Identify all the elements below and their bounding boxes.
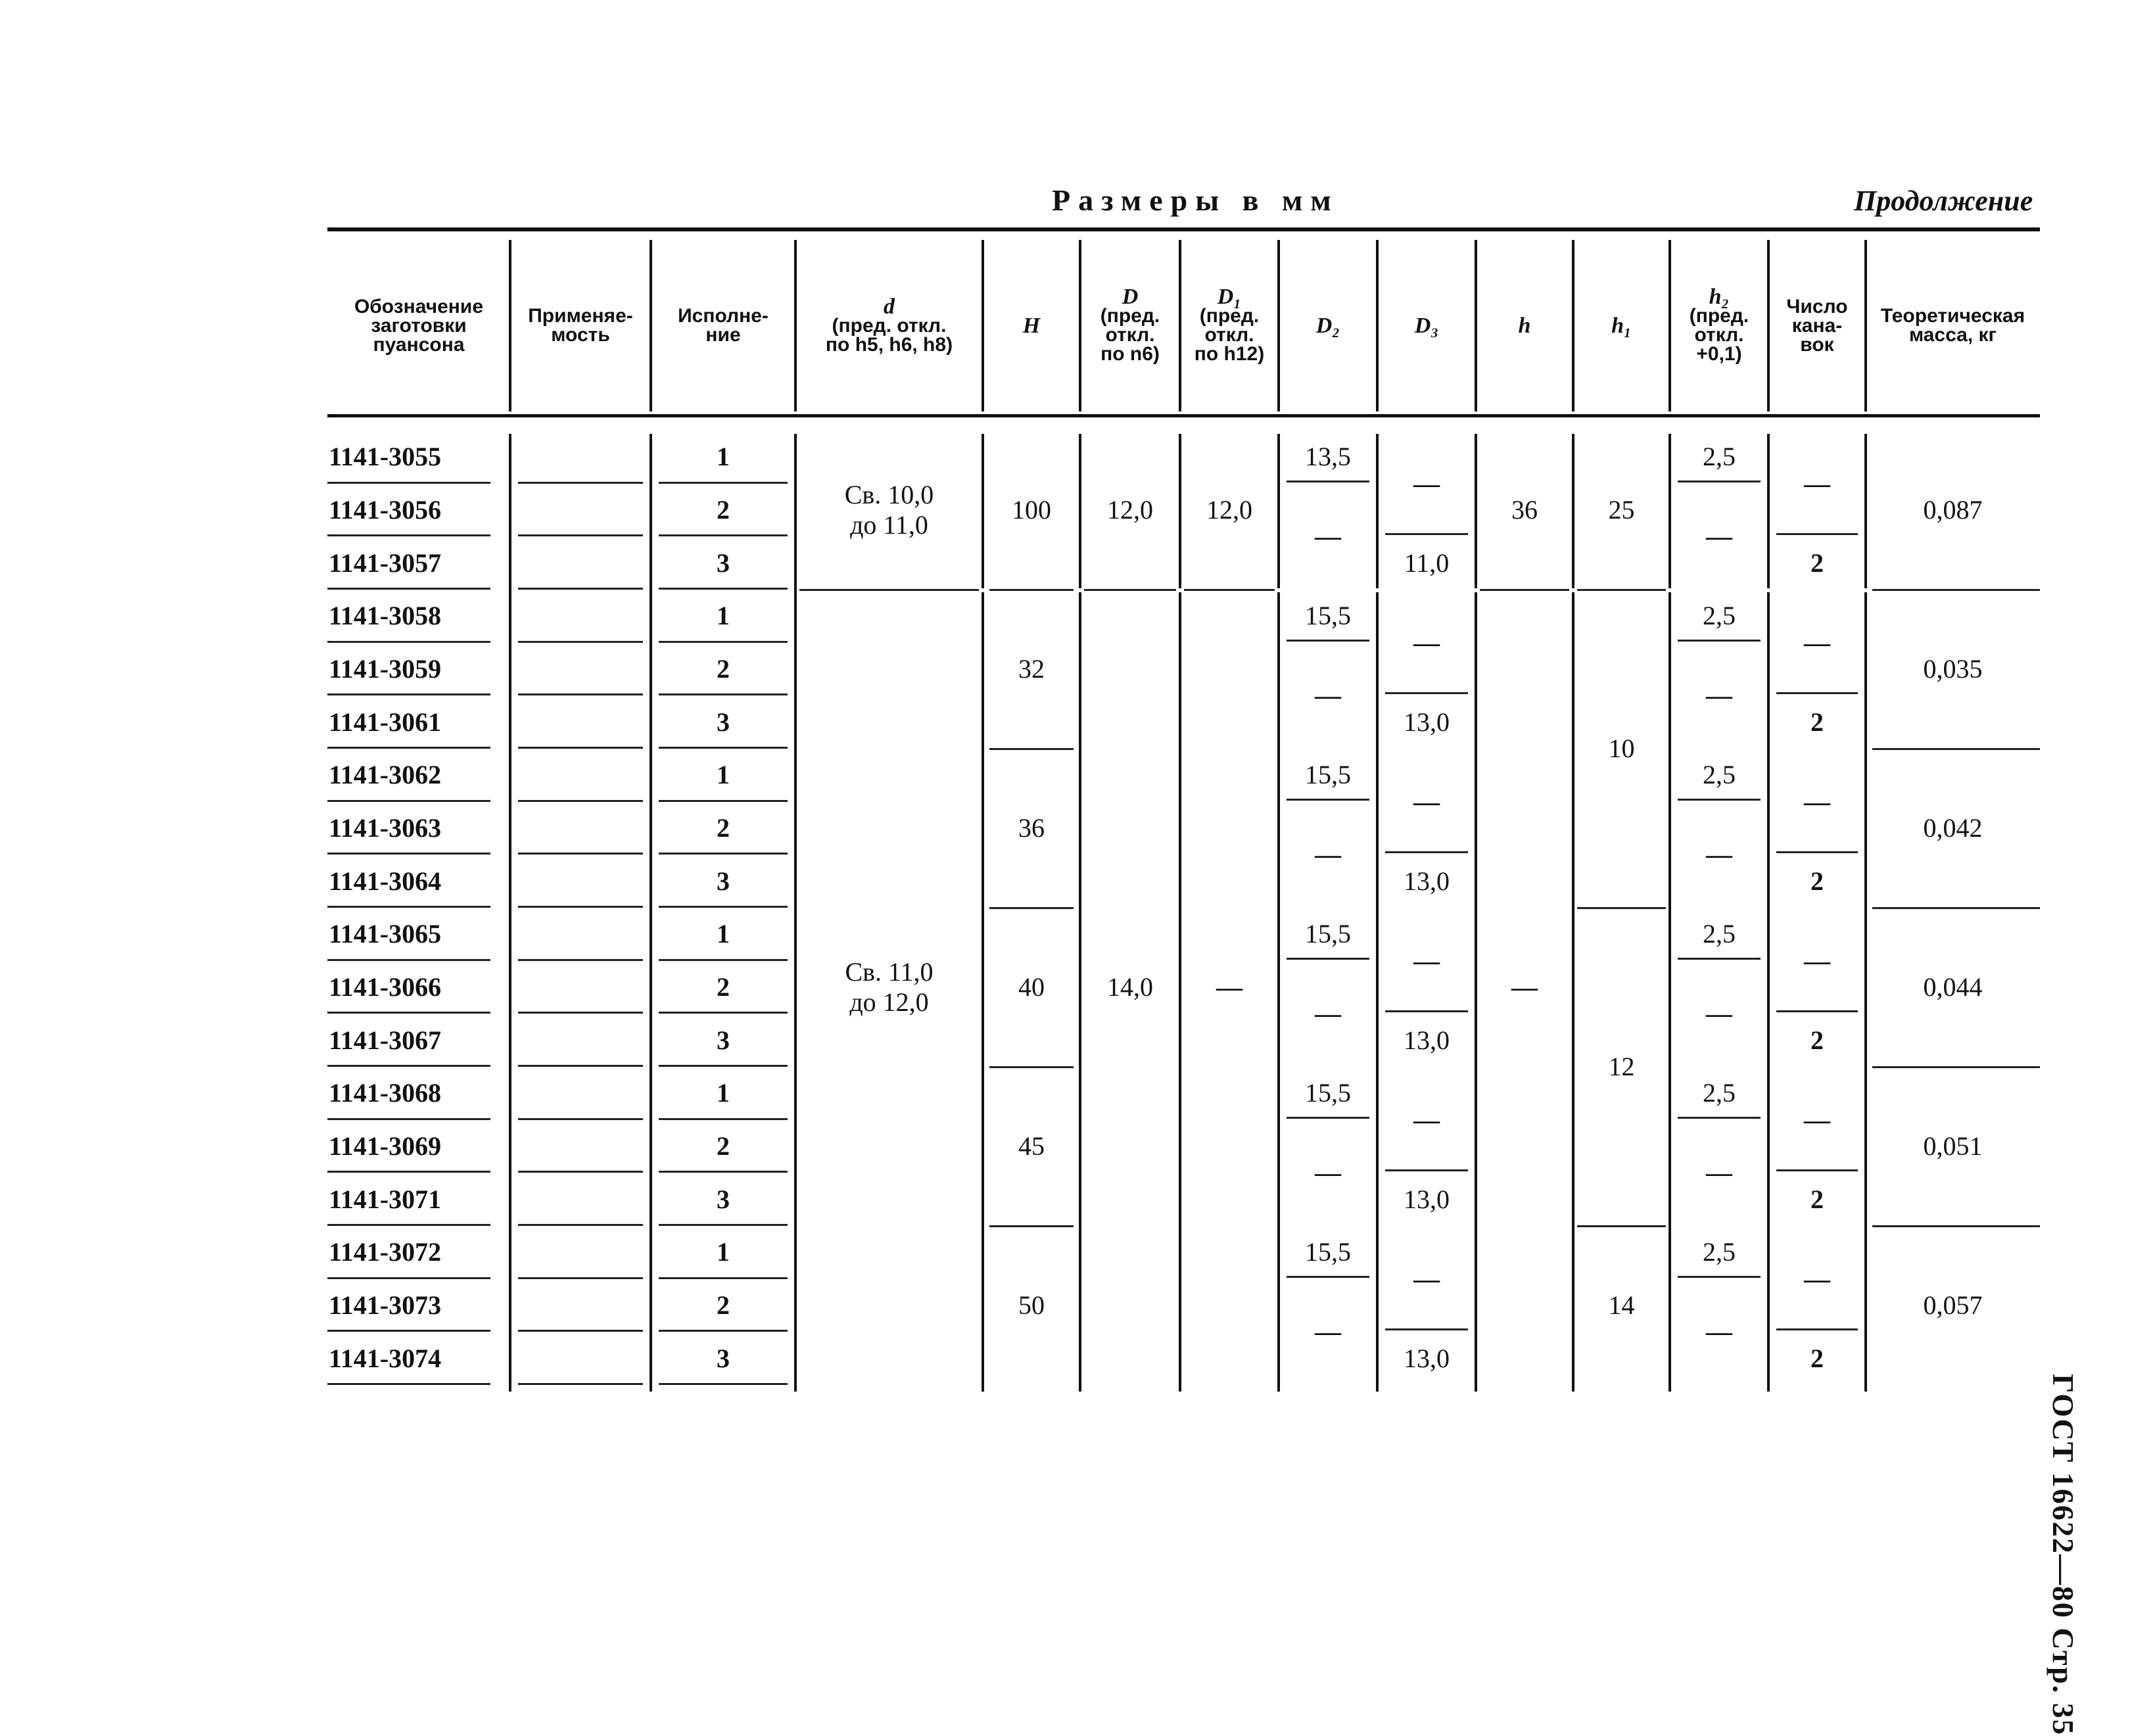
row-rule (1084, 589, 1176, 591)
D2-value: 15,5 (1305, 919, 1351, 949)
row-version: 1 (717, 601, 730, 631)
D2-value: 15,5 (1305, 760, 1351, 790)
grooves-value: 2 (1810, 1184, 1824, 1214)
row-rule (518, 1383, 643, 1385)
header-mass-line: Теоретическая (1880, 305, 2025, 327)
column-rule (650, 240, 652, 411)
h1-value: 12 (1608, 1052, 1635, 1081)
row-rule (1385, 1010, 1468, 1012)
row-rule (1776, 692, 1858, 694)
header-designation-line: пуансона (373, 333, 465, 356)
row-code: 1141-3072 (329, 1237, 442, 1267)
row-code: 1141-3069 (329, 1131, 442, 1161)
D2-value: 15,5 (1305, 1078, 1351, 1108)
row-code: 1141-3073 (329, 1290, 442, 1320)
grooves-dash: — (1804, 627, 1830, 657)
grooves-value: 2 (1810, 1025, 1824, 1055)
table-caption: Размеры в мм (1052, 183, 1339, 217)
header-applicability (513, 237, 648, 414)
row-rule (1287, 1117, 1369, 1119)
D3-value: 13,0 (1404, 1184, 1450, 1214)
header-grooves-line: вок (1800, 333, 1834, 356)
D3-dash: — (1413, 468, 1440, 498)
D2-dash: — (1315, 1317, 1341, 1347)
column-rule (1767, 240, 1770, 411)
column-rule (1572, 240, 1574, 411)
row-version: 3 (717, 548, 730, 578)
header-D1-line: (пред. (1199, 305, 1260, 327)
row-rule (518, 1118, 643, 1120)
H-value: 100 (1012, 495, 1051, 525)
column-rule (1179, 240, 1181, 411)
H-value: 45 (1018, 1131, 1045, 1161)
mass-value: 0,087 (1923, 495, 1983, 525)
row-rule (1385, 692, 1468, 694)
h1-value: 25 (1608, 495, 1635, 525)
mass-value: 0,035 (1923, 654, 1983, 684)
mass-value: 0,044 (1923, 972, 1983, 1002)
grooves-value: 2 (1810, 1343, 1824, 1373)
row-version: 1 (717, 1078, 730, 1108)
h2-value: 2,5 (1703, 760, 1736, 790)
row-code: 1141-3067 (329, 1025, 442, 1055)
h2-dash: — (1706, 839, 1732, 870)
row-version: 3 (717, 1184, 730, 1214)
row-rule (1385, 533, 1468, 535)
column-rule (1277, 240, 1280, 411)
row-rule (1287, 1276, 1369, 1278)
D3-dash: — (1413, 1104, 1440, 1135)
row-rule (518, 1277, 643, 1279)
h2-value: 2,5 (1703, 601, 1736, 631)
header-D-line: по n6) (1100, 343, 1160, 365)
row-rule (1776, 533, 1858, 535)
header-D2 (1281, 237, 1375, 414)
row-rule (518, 959, 643, 961)
header-d-line: по h5, h6, h8) (825, 333, 953, 356)
header-D2-symbol: D₂ (1315, 313, 1340, 338)
row-version: 1 (717, 442, 730, 472)
row-rule (518, 534, 643, 536)
header-version-line: Исполне- (678, 305, 769, 327)
row-code: 1141-3061 (329, 707, 442, 737)
header-D (1083, 237, 1177, 414)
header-h-symbol: h (1518, 313, 1531, 338)
row-rule (1678, 958, 1761, 960)
D3-value: 13,0 (1404, 1025, 1450, 1055)
side-page-label: ГОСТ 16622—80 Стр. 35 (2047, 1374, 2080, 1736)
mass-value: 0,057 (1923, 1290, 1983, 1320)
grooves-dash: — (1804, 945, 1830, 975)
header-designation-line: заготовки (371, 314, 467, 337)
row-rule (327, 1383, 490, 1385)
header-D3 (1380, 237, 1473, 414)
row-rule (1678, 799, 1761, 801)
row-rule (518, 747, 643, 749)
row-version: 3 (717, 707, 730, 737)
row-code: 1141-3071 (329, 1184, 442, 1214)
row-code: 1141-3064 (329, 866, 442, 896)
row-rule (1287, 799, 1369, 801)
d-range-line: до 12,0 (849, 987, 929, 1017)
column-rule (1079, 240, 1081, 411)
row-rule (1678, 1276, 1761, 1278)
header-D-line: откл. (1105, 324, 1155, 346)
D2-value: 13,5 (1305, 442, 1351, 472)
h2-value: 2,5 (1703, 919, 1736, 949)
header-H-symbol: H (1022, 313, 1041, 338)
H-value: 40 (1018, 972, 1045, 1002)
D2-value: 15,5 (1305, 601, 1351, 631)
row-rule (1480, 589, 1569, 591)
d-range-line: до 11,0 (850, 510, 928, 540)
header-designation (330, 237, 508, 414)
D3-value: 11,0 (1404, 548, 1450, 578)
D3-dash: — (1413, 627, 1440, 657)
row-rule (518, 482, 643, 484)
d-range (795, 590, 983, 1385)
row-code: 1141-3066 (329, 972, 442, 1002)
h2-dash: — (1706, 1317, 1732, 1347)
header-version (653, 237, 793, 414)
D1-value: 12,0 (1206, 495, 1252, 525)
header-H (985, 237, 1077, 414)
row-code: 1141-3059 (329, 653, 442, 684)
D3-value: 13,0 (1404, 866, 1450, 896)
h-value: 36 (1511, 495, 1538, 525)
grooves-dash: — (1804, 468, 1830, 498)
row-version: 3 (717, 866, 730, 896)
D3-value: 13,0 (1404, 707, 1450, 737)
row-rule (518, 1012, 643, 1014)
d-range-line: Св. 10,0 (844, 480, 934, 509)
grooves-value: 2 (1810, 866, 1824, 896)
h2-value: 2,5 (1703, 1078, 1736, 1108)
row-version: 1 (717, 919, 730, 949)
row-code: 1141-3058 (329, 601, 442, 631)
header-applicability-line: Применяе- (528, 305, 633, 327)
header-h2-line: (пред. (1689, 305, 1749, 327)
row-rule (518, 1330, 643, 1332)
column-rule (1864, 240, 1867, 411)
column-rule (794, 240, 797, 411)
header-D1-symbol: D₁ (1217, 285, 1242, 309)
row-version: 2 (717, 972, 730, 1002)
row-rule (518, 906, 643, 908)
row-rule (1776, 1169, 1858, 1171)
mass-value: 0,051 (1923, 1131, 1983, 1161)
h1-value: 10 (1608, 734, 1635, 763)
row-rule (1385, 1169, 1468, 1171)
row-code: 1141-3068 (329, 1078, 442, 1108)
header-d (798, 237, 980, 414)
header-applicability-line: мость (551, 324, 610, 346)
row-version: 2 (717, 1290, 730, 1320)
h2-dash: — (1706, 1158, 1732, 1188)
row-code: 1141-3063 (329, 812, 442, 843)
h2-value: 2,5 (1703, 442, 1736, 472)
grooves-value: 2 (1810, 707, 1824, 737)
h-value: — (1511, 972, 1538, 1002)
header-designation-line: Обозначение (354, 295, 484, 317)
header-D-symbol: D (1122, 285, 1139, 309)
H-value: 50 (1018, 1290, 1045, 1320)
header-D1-line: откл. (1204, 324, 1254, 346)
row-rule (1287, 958, 1369, 960)
D2-dash: — (1315, 1158, 1341, 1188)
row-rule (1678, 481, 1761, 482)
row-version: 3 (717, 1025, 730, 1055)
D3-dash: — (1413, 945, 1440, 975)
row-version: 2 (717, 812, 730, 843)
row-rule (518, 1171, 643, 1173)
D3-dash: — (1413, 786, 1440, 816)
header-h2-line: +0,1) (1696, 343, 1742, 365)
column-rule (1475, 240, 1477, 411)
h2-dash: — (1706, 521, 1732, 551)
D3-value: 13,0 (1404, 1343, 1450, 1373)
D-value: 12,0 (1107, 495, 1153, 525)
grooves-dash: — (1804, 1104, 1830, 1135)
header-D3-symbol: D₃ (1414, 313, 1439, 338)
h1-value: 14 (1608, 1290, 1635, 1320)
D1-value: — (1216, 972, 1242, 1002)
row-rule (1776, 1328, 1858, 1330)
D2-dash: — (1315, 521, 1341, 551)
row-code: 1141-3062 (329, 760, 442, 790)
row-rule (518, 800, 643, 802)
header-D-line: (пред. (1100, 305, 1160, 327)
grooves-dash: — (1804, 1263, 1830, 1294)
D3-dash: — (1413, 1263, 1440, 1294)
mass-value: 0,042 (1923, 813, 1983, 843)
column-rule (982, 240, 984, 411)
row-rule (1287, 640, 1369, 642)
row-rule (518, 693, 643, 695)
continuation-label: Продолжение (1854, 185, 2033, 217)
row-version: 2 (717, 653, 730, 684)
row-rule (1385, 851, 1468, 853)
row-rule (518, 1065, 643, 1067)
row-version: 2 (717, 494, 730, 525)
row-rule (1678, 640, 1761, 642)
row-rule (1287, 481, 1369, 482)
row-rule (1385, 1328, 1468, 1330)
D2-dash: — (1315, 839, 1341, 870)
row-code: 1141-3056 (329, 494, 442, 525)
h2-dash: — (1706, 998, 1732, 1029)
header-D1-line: по h12) (1194, 343, 1265, 365)
D-value: 14,0 (1107, 972, 1153, 1002)
H-value: 32 (1018, 654, 1045, 684)
row-rule (518, 588, 643, 590)
row-version: 3 (717, 1343, 730, 1373)
row-rule (518, 641, 643, 643)
row-code: 1141-3074 (329, 1343, 442, 1373)
header-D1 (1183, 237, 1276, 414)
row-rule (799, 589, 979, 591)
header-d-line: (пред. откл. (832, 314, 947, 337)
column-rule (509, 434, 511, 1392)
column-rule (1376, 240, 1379, 411)
header-h (1479, 237, 1571, 414)
row-code: 1141-3057 (329, 548, 442, 578)
row-rule (1776, 1010, 1858, 1012)
header-grooves-line: кана- (1791, 314, 1843, 337)
row-rule (1184, 589, 1275, 591)
row-rule (659, 1383, 788, 1385)
h2-dash: — (1706, 680, 1732, 711)
header-version-line: ние (705, 324, 741, 346)
header-h1-symbol: h₁ (1611, 313, 1632, 338)
header-h2 (1672, 237, 1766, 414)
D2-value: 15,5 (1305, 1237, 1351, 1267)
header-h2-symbol: h₂ (1709, 285, 1730, 309)
row-rule (518, 1224, 643, 1226)
row-rule (1776, 851, 1858, 853)
column-rule (1668, 240, 1671, 411)
header-grooves (1771, 237, 1863, 414)
H-value: 36 (1018, 813, 1045, 843)
d-range (795, 431, 983, 590)
header-d-symbol: d (884, 294, 895, 319)
column-rule (509, 240, 511, 411)
row-code: 1141-3055 (329, 442, 442, 472)
d-range-line: Св. 11,0 (845, 957, 934, 987)
grooves-dash: — (1804, 786, 1830, 816)
header-mass (1868, 237, 2037, 414)
header-h2-line: откл. (1694, 324, 1744, 346)
row-rule (1678, 1117, 1761, 1119)
row-version: 2 (717, 1131, 730, 1161)
row-rule (518, 853, 643, 855)
grooves-value: 2 (1810, 548, 1824, 578)
header-mass-line: масса, кг (1908, 324, 1997, 346)
row-code: 1141-3065 (329, 919, 442, 949)
D2-dash: — (1315, 680, 1341, 711)
row-version: 1 (717, 760, 730, 790)
header-h1 (1576, 237, 1667, 414)
header-grooves-line: Число (1786, 295, 1848, 317)
D2-dash: — (1315, 998, 1341, 1029)
row-version: 1 (717, 1237, 730, 1267)
h2-value: 2,5 (1703, 1237, 1736, 1267)
